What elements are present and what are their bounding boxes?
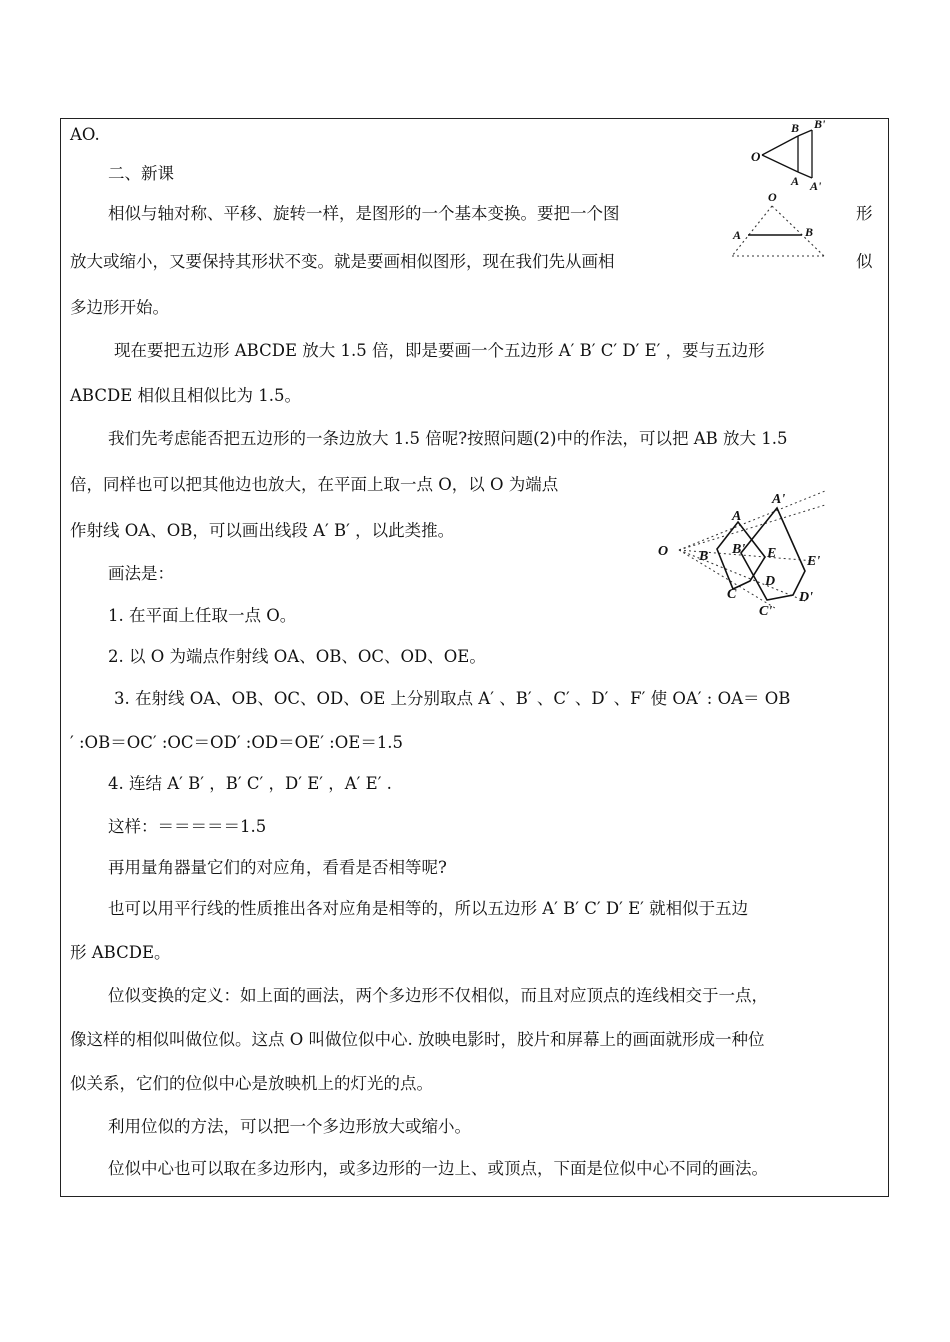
text-line-17: 这样：＝＝＝＝＝1.5 [108,817,267,836]
figure-dotted-triangle [728,188,838,270]
text-line-19: 也可以用平行线的性质推出各对应角是相等的，所以五边形 A′ B′ C′ D′ E′ 就相似于五边 [108,899,749,918]
fig3-label-A: A [732,509,742,524]
step-4: 4. 连结 A′ B′ ，B′ C′ ，D′ E′ ，A′ E′ . [108,774,392,793]
text-line-1: AO. [70,125,100,144]
fig3-label-C-prime: C' [759,604,773,618]
fig3-label-B-prime: B' [732,542,746,557]
step-3-cont: ′ :OB＝OC′ :OC＝OD′ :OD＝OE′ :OE＝1.5 [70,733,404,752]
step-1: 1. 在平面上任取一点 O。 [108,606,297,625]
definition-line-3: 似关系，它们的位似中心是放映机上的灯光的点。 [70,1074,433,1093]
fig1-label-B-prime: B' [814,117,826,131]
text-line-7: ABCDE 相似且相似比为 1.5。 [70,386,301,405]
fig1-label-O: O [751,149,761,164]
text-line-4: 放大或缩小，又要保持其形状不变。就是要画相似图形，现在我们先从画相 [70,252,615,271]
figure-pentagon-homothety [655,483,835,618]
definition-line-2: 像这样的相似叫做位似。这点 O 叫做位似中心. 放映电影时，胶片和屏幕上的画面就形成一种位 [70,1030,765,1049]
fig1-label-A: A [791,174,800,188]
fig3-label-C: C [727,587,737,602]
fig3-label-B: B [699,549,709,564]
section-heading-new-lesson: 二、新课 [108,164,174,183]
text-line-20: 形 ABCDE。 [70,943,171,962]
fig1-label-A-prime: A' [810,179,822,192]
step-3: 3. 在射线 OA、OB、OC、OD、OE 上分别取点 A′ 、B′ 、C′ 、D′ 、F′ 使 OA′ : OA＝ OB [114,689,791,708]
figure-triangle-enlargement [740,112,840,192]
text-line-8: 我们先考虑能否把五边形的一条边放大 1.5 倍呢?按照问题(2)中的作法，可以把 AB 放大 1.5 [108,429,788,448]
text-line-3: 相似与轴对称、平移、旋转一样，是图形的一个基本变换。要把一个图 [108,204,620,223]
fig3-label-E-prime: E' [807,554,821,569]
text-line-9: 倍，同样也可以把其他边也放大，在平面上取一点 O，以 O 为端点 [70,475,559,494]
fig3-label-A-prime: A' [772,492,786,507]
side-char-2: 似 [856,252,873,271]
fig3-label-D-prime: D' [799,590,813,605]
fig1-label-B: B [791,121,800,135]
definition-line-1: 位似变换的定义：如上面的画法，两个多边形不仅相似，而且对应顶点的连线相交于一点， [108,986,768,1005]
fig3-label-O: O [658,544,669,559]
text-line-5: 多边形开始。 [70,298,169,317]
text-line-11: 画法是： [108,564,174,583]
text-line-10: 作射线 OA、OB，可以画出线段 A′ B′ ，以此类推。 [70,521,455,540]
fig3-label-E: E [767,546,777,561]
fig3-label-D: D [765,574,776,589]
fig2-label-B: B [805,225,814,239]
step-2: 2. 以 O 为端点作射线 OA、OB、OC、OD、OE。 [108,647,486,666]
side-char-1: 形 [856,204,873,223]
fig2-label-A: A [733,228,742,242]
text-line-6: 现在要把五边形 ABCDE 放大 1.5 倍，即是要画一个五边形 A′ B′ C′ D′ E′ ，要与五边形 [114,341,765,360]
text-line-24: 利用位似的方法，可以把一个多边形放大或缩小。 [108,1117,471,1136]
text-line-18: 再用量角器量它们的对应角，看看是否相等呢? [108,858,447,877]
text-line-25: 位似中心也可以取在多边形内，或多边形的一边上、或顶点，下面是位似中心不同的画法。 [108,1159,768,1178]
fig2-label-O: O [768,190,777,204]
